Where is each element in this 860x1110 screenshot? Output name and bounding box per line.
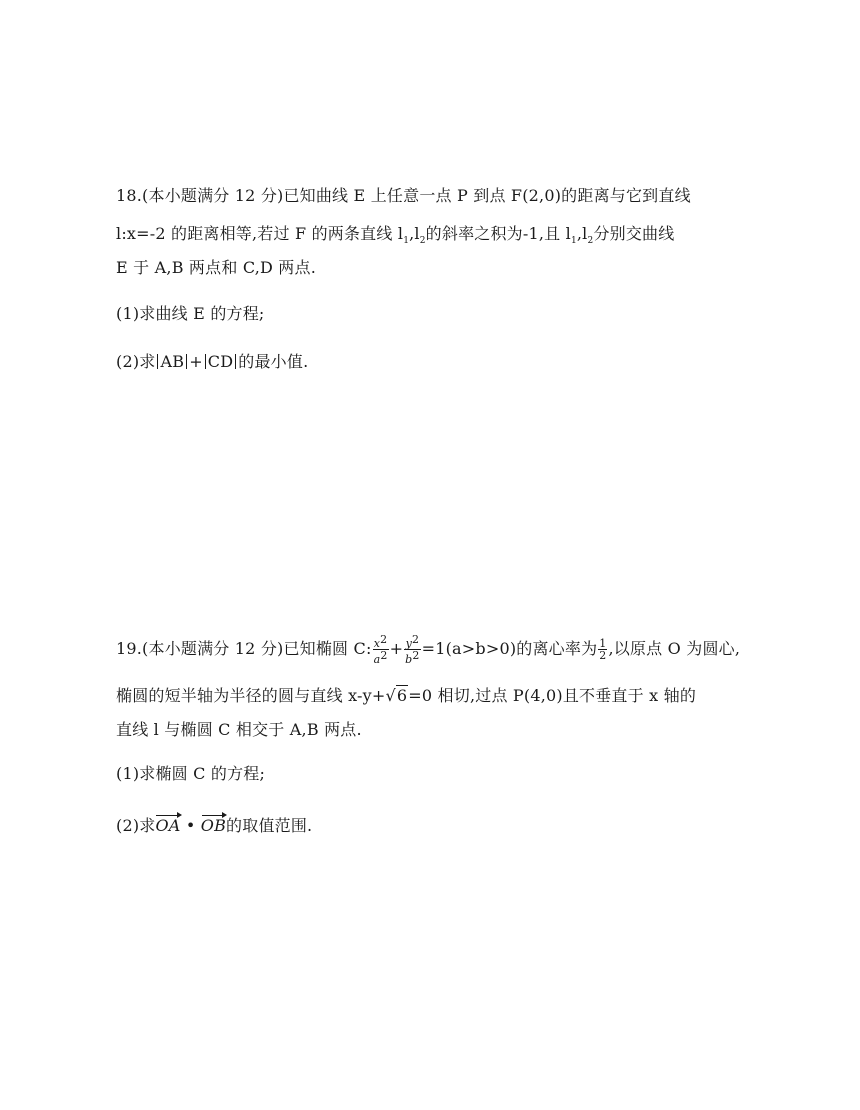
plus-sign: + — [189, 352, 203, 371]
fraction-numerator: y — [405, 637, 412, 650]
fraction-denominator: b — [405, 653, 413, 666]
problem-19-part-1 — [116, 764, 265, 784]
problem-18-statement-line-3 — [116, 258, 316, 278]
abs-bar — [157, 354, 158, 369]
abs-bar — [205, 354, 206, 369]
problem-19-text-2b: =0 相切,过点 P(4,0)且不垂直于 x 轴的 — [408, 686, 697, 705]
problem-18-text-2a: l:x=-2 的距离相等,若过 F 的两条直线 l — [116, 224, 404, 243]
subscript: 2 — [419, 236, 426, 246]
subscript: 2 — [587, 236, 594, 246]
problem-19-text-1a: 19.(本小题满分 12 分)已知椭圆 C: — [116, 639, 372, 658]
vector-ob: OB — [200, 816, 227, 835]
segment-cd: CD — [207, 352, 234, 371]
problem-18-part-2 — [116, 352, 308, 372]
fraction-y2-over-b2 — [404, 634, 420, 665]
vector-oa: OA — [155, 816, 181, 835]
exponent: 2 — [380, 633, 388, 646]
problem-19-part-1-text: (1)求椭圆 C 的方程; — [116, 764, 266, 783]
problem-19-text-2a: 椭圆的短半轴为半径的圆与直线 x-y+ — [116, 686, 386, 705]
problem-18-text-2b: ,l — [409, 224, 420, 243]
exponent: 2 — [380, 649, 388, 662]
fraction-denominator: a — [373, 653, 381, 666]
problem-19-part-2-suffix: 的取值范围. — [226, 816, 313, 835]
problem-18-statement-line-2 — [116, 224, 674, 251]
problem-18-text-1: 18.(本小题满分 12 分)已知曲线 E 上任意一点 P 到点 F(2,0)的距离与它到直线 — [116, 186, 691, 205]
fraction-one-half — [598, 638, 607, 661]
problem-18-part-2-suffix: 的最小值. — [238, 352, 309, 371]
problem-18-text-2c: 的斜率之积为-1,且 l — [425, 224, 571, 243]
fraction-denominator: 2 — [599, 649, 607, 662]
problem-18-text-2e: 分别交曲线 — [593, 224, 675, 243]
problem-19-text-3: 直线 l 与椭圆 C 相交于 A,B 两点. — [116, 720, 362, 739]
problem-18-part-2-prefix: (2)求 — [116, 352, 156, 371]
problem-18-part-1-text: (1)求曲线 E 的方程; — [116, 304, 265, 323]
problem-19-part-2 — [116, 814, 312, 836]
exponent: 2 — [412, 633, 420, 646]
problem-18-statement-line-1 — [116, 186, 691, 206]
problem-19-text-1b: =1(a>b>0)的离心率为 — [421, 639, 598, 658]
abs-bar — [235, 354, 236, 369]
dot-product-sign: • — [180, 816, 201, 835]
fraction-x2-over-a2 — [373, 634, 389, 665]
problem-19-statement-line-2 — [116, 686, 696, 706]
segment-ab: AB — [160, 352, 185, 371]
fraction-numerator: x — [373, 637, 381, 650]
problem-19-part-2-prefix: (2)求 — [116, 816, 156, 835]
plus-sign: + — [389, 639, 404, 658]
problem-18-text-3: E 于 A,B 两点和 C,D 两点. — [116, 258, 316, 277]
subscript: 1 — [403, 236, 410, 246]
sqrt-sign: √ — [385, 686, 396, 705]
sqrt-radicand: 6 — [396, 686, 408, 705]
subscript: 1 — [570, 236, 577, 246]
problem-19-text-1c: ,以原点 O 为圆心, — [608, 639, 741, 658]
problem-19-statement-line-1 — [116, 634, 740, 665]
exponent: 2 — [412, 649, 420, 662]
sqrt-6 — [385, 686, 408, 706]
fraction-numerator: 1 — [599, 637, 607, 650]
problem-18-text-2d: ,l — [576, 224, 588, 243]
problem-19-statement-line-3 — [116, 720, 362, 740]
abs-bar — [186, 354, 187, 369]
problem-18-part-1 — [116, 304, 265, 324]
